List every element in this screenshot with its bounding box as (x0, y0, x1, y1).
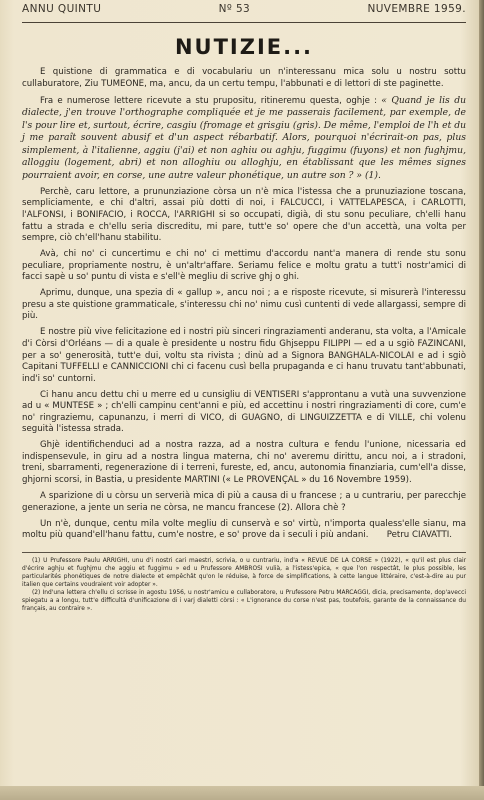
paragraph-10-text: Un n'è, dunque, centu mila volte megliu di cunservà e so' virtù, n'importa qualess'elle sianu, ma moltu più quand'ell'hanu fattu, cum'e nostre, e so' prove da i seculi i più andani. (22, 518, 466, 541)
paragraph-9: A sparizione di u còrsu un serverià mica di più a causa di u francese ; a u cuntrariu, per parecchje generazione, a jente un seria ne còrsa, ne mancu francese (2). Allora chè ? (22, 491, 466, 513)
footnote-1: (1) U Prufessore Paulu ARRIGHI, unu d'i nostri cari maestri, scrivia, o u cuntrariu, ind'a « REVUE DE LA CORSE » (1922), « qu'il est plus clair d'écrire aghju et fughjmu che aggiu et fuggimu » ed u Prufessore AMBROSI vulià, a l'istess'epica, « que l'on respectât, le plus possible, les particularités phonétiques de notre dialecte et empêchât qu'on le réduise, à force de simplifications, à cette langue littéraire, c'est-à-dire au pur italien que certains voudraient voir adopter ». (22, 557, 466, 589)
header-issue-number: Nº 53 (218, 3, 251, 15)
article-body (22, 67, 466, 542)
header-issue-year: ANNU QUINTU (22, 3, 102, 15)
paragraph-6: E nostre più vive felicitazione ed i nostri più sinceri ringraziamenti anderanu, sta volta, a l'Amicale d'i Còrsi d'Orléans — di a quale è presidente u nostru fidu Ghjseppu FILIPPI — ed a u sgiò FAZINCANI, per a so' generosità, tutt'e dui, voltu sta rivista ; dinù ad a Signora BANGHALA-NICOLAI e ad i sgiò Capitani TUFFELLI e CANNICCIONI chi ci facenu cusì bella prupaganda e ci hanu truvatu tant'abbunati, ind'i so' cuntorni. (22, 327, 466, 384)
author-signature: Petru CIAVATTI. (386, 530, 452, 541)
reader-letter-quote: « Quand je lis du dialecte, j'en trouve l'orthographe compliquée et je me passerais facilement, par exemple, de l's pour lire et, surtout, écrire, casgiu (fromage et grisgiu (gris). De même, l'emploi de l'h et du j me paraît souvent abusif et d'un aspect rébarbatif. Alors, pourquoi n'écrirait-on pas, plus simplement, à l'italienne, aggiu (j'ai) et non aghiu ou aghju, fuggimu (fuyons) et non fughjmu, alloggiu (logement, abri) et non alloghiu ou alloghju, en établissant que les mêmes signes pourraient avoir, en corse, une autre valeur phonétique, un autre son ? » (1). (22, 94, 466, 181)
footnotes (22, 557, 466, 614)
footnote-2: (2) Ind'una lettera ch'ellu ci scrisse in agostu 1956, u nostr'amicu e cullaboratore, u Prufessore Petru MARCAGGI, dicia, precisamente, dop'avecci spiegatu a a longu, tutt'e difficultà d'unificazione di i varj dialetti còrsi : « L'ignorance du corse n'est pas, toutefois, garante de la connaissance du français, au contraire ». (22, 590, 466, 613)
paragraph-1: E quistione di grammatica e di vocabulariu un n'interessanu mica solu u nostru sottu cullaburatore, Ziu TUMEONE, ma, ancu, da un certu tempu, l'abbunati e di lettori di ste paginette. (22, 67, 466, 89)
paragraph-10 (22, 519, 466, 542)
running-header (22, 3, 466, 22)
paragraph-2 (22, 95, 466, 183)
paragraph-7: Ci hanu ancu dettu chi u merre ed u cunsigliu di VENTISERI s'approntanu a vutà una suvvenzione ad u « MUNTESE » ; ch'elli campinu cent'anni e più, ed accettinu i nostri ringraziamenti di core, cum'e no' ringraziemu, capunanzu, i merri di VICO, di GUAGNO, di LINGUIZZETTA e di VILLE, chi volenu seguità l'istessa strada. (22, 389, 466, 435)
paragraph-2-intro: Fra e numerose lettere ricevute a stu prupositu, ritineremu questa, oghje : (40, 95, 378, 106)
paragraph-5: Aprimu, dunque, una spezia di « gallup », ancu noi ; a e risposte ricevute, si misurerà l'interessu presu a ste quistione grammaticale, s'interessu chi no' nimu cusì cuntenti di vede allargassi, sempre di più. (22, 288, 466, 322)
paragraph-4: Avà, chi no' ci cuncertimu e chi no' ci mettimu d'accordu nant'a manera di rende stu sonu peculiare, propriamente nostru, è un'altr'affare. Seriamu felice e moltu gratu a tutt'i nostr'amici di facci sapè u so' puntu di vista e s'ell'è megliu di scrive ghj o ghi. (22, 249, 466, 283)
article-title: NUTIZIE... (174, 35, 314, 59)
paragraph-8: Ghjè identifichenduci ad a nostra razza, ad a nostra cultura e fendu l'unione, nicessaria ed indispensevule, in giru ad a nostra lingua materna, chi no' averemu dirittu, ancu noi, a i stradoni, treni, sbarramenti, regenerazione di i terreni, fureste, ed, ancu, autonomia finanziaria, cum'ell'a disse, ghjorni scorsi, in Bastia, u presidente MARTINI (« Le PROVENÇAL » du 16 Novembre 1959). (22, 440, 466, 485)
header-rule (22, 22, 466, 23)
page-bottom-edge (0, 786, 484, 800)
footnote-rule (22, 552, 466, 553)
page-spine-shadow (479, 0, 484, 800)
paragraph-3: Perchè, caru lettore, a prununziazione còrsa un n'è mica l'istessa che a prunuziazione toscana, sempliciamente, e chi d'altri, assai più dotti di noi, i FALCUCCI, i VATTELAPESCA, i CARLOTTI, l'ALFONSI, i BONIFACIO, i ROCCA, l'ARRIGHI si so occupati, digià, di stu sonu peculiare, ch'elli hanu fattu a strada e ch'ellu seria discreditu, mi pare, tutt'e so' opere che d'un accettà, una volta per sempre, ciò ch'ell'hanu stabilitu. (22, 186, 466, 244)
header-date: NUVEMBRE 1959. (367, 3, 466, 15)
